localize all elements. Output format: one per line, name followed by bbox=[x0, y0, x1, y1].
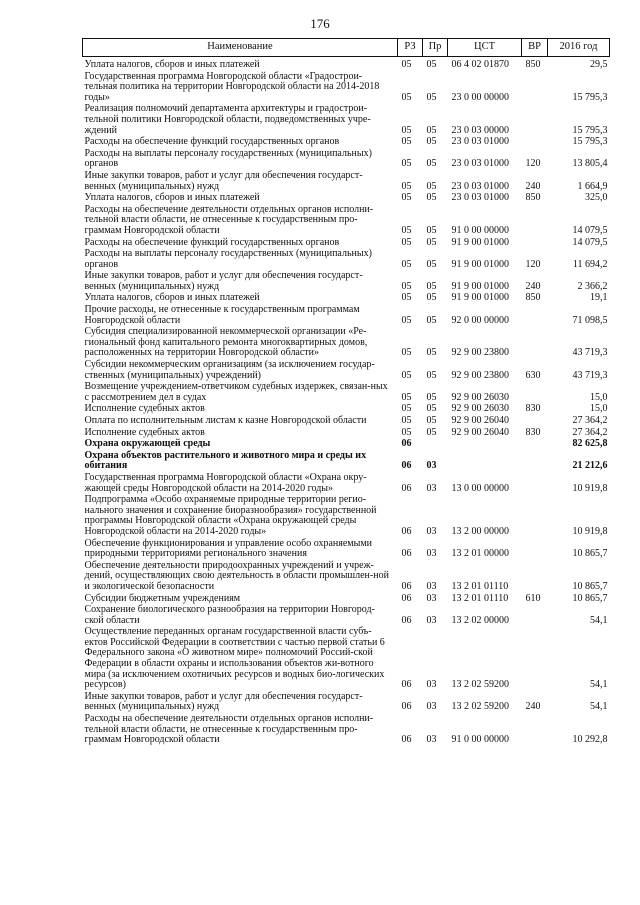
row-vr bbox=[522, 305, 548, 327]
header-pr: Пр bbox=[423, 39, 448, 57]
row-amount: 1 664,9 bbox=[577, 180, 608, 192]
row-name: Прочие расходы, не отнесенные к государственным программам Новгородской области bbox=[84, 304, 360, 326]
row-vr bbox=[522, 561, 548, 594]
row-name: Расходы на выплаты персоналу государственных (муниципальных) органов bbox=[84, 147, 372, 170]
row-pr: 03 bbox=[426, 580, 437, 592]
row-amount: 10 865,7 bbox=[572, 580, 608, 592]
row-cst: 91 9 00 01000 bbox=[451, 280, 509, 292]
row-vr: 240 bbox=[525, 280, 541, 292]
row-cst: 23 0 03 01000 bbox=[451, 180, 509, 192]
row-amount: 10 919,8 bbox=[572, 525, 608, 537]
row-rz: 05 bbox=[401, 292, 412, 304]
row-amount: 15,0 bbox=[590, 403, 608, 415]
row-cst: 91 9 00 01000 bbox=[451, 258, 509, 270]
row-name: Обеспечение функционирования и управление особо охраняемыми природными территориями регионального значения bbox=[84, 537, 373, 560]
table-row bbox=[83, 539, 610, 561]
header-name: Наименование bbox=[83, 39, 398, 57]
table-row bbox=[83, 416, 610, 428]
row-amount: 27 364,2 bbox=[572, 426, 608, 438]
table-row bbox=[83, 360, 610, 382]
row-cst: 06 4 02 01870 bbox=[451, 59, 509, 70]
row-rz: 05 bbox=[401, 180, 412, 192]
row-pr: 03 bbox=[426, 614, 437, 626]
row-name: Осуществление переданных органам государственной власти субъ-ектов Российской Федерации в соответствии с частью первой статьи 6 Федерального закона «О животном мире» полномочий Россий-ской Федерации в области охраны и использования объектов жи-вотного мира (за исключением охотничьих ресурсов и водных био-логических ресурсов) bbox=[84, 626, 385, 691]
row-cst: 13 0 00 00000 bbox=[451, 482, 509, 494]
table-header-row bbox=[83, 39, 610, 57]
row-cst: 91 0 00 00000 bbox=[451, 734, 509, 746]
row-vr bbox=[522, 416, 548, 428]
row-rz: 06 bbox=[401, 482, 412, 494]
row-amount: 14 079,5 bbox=[572, 236, 608, 248]
row-vr: 120 bbox=[525, 258, 541, 270]
row-amount: 82 625,8 bbox=[572, 438, 608, 450]
row-rz: 06 bbox=[401, 614, 412, 626]
row-name: Охрана объектов растительного и животного мира и среды их обитания bbox=[84, 449, 367, 472]
row-vr bbox=[522, 205, 548, 238]
table-row bbox=[83, 271, 610, 293]
row-vr bbox=[522, 714, 548, 747]
row-pr: 03 bbox=[426, 592, 437, 604]
row-vr: 240 bbox=[525, 701, 541, 713]
row-pr: 03 bbox=[426, 525, 437, 537]
row-name: Расходы на обеспечение функций государственных органов bbox=[84, 136, 340, 148]
row-vr: 850 bbox=[525, 292, 541, 304]
row-rz: 05 bbox=[401, 426, 412, 438]
row-name: Расходы на обеспечение деятельности отдельных органов исполни-тельной власти области, не отнесенные к государственным про-граммам Новгородской области bbox=[84, 203, 374, 236]
row-amount: 43 719,3 bbox=[572, 369, 608, 381]
row-vr bbox=[522, 238, 548, 250]
row-amount: 10 865,7 bbox=[572, 548, 608, 560]
table-row bbox=[83, 205, 610, 238]
table-row bbox=[83, 149, 610, 171]
row-pr: 03 bbox=[426, 734, 437, 746]
row-cst: 13 2 00 00000 bbox=[451, 525, 509, 537]
row-cst: 91 9 00 01000 bbox=[451, 236, 509, 248]
row-rz: 06 bbox=[401, 701, 412, 713]
row-cst: 13 2 02 59200 bbox=[451, 679, 509, 691]
table-row bbox=[83, 171, 610, 193]
row-vr: 830 bbox=[525, 426, 541, 438]
row-amount: 54,1 bbox=[590, 614, 608, 626]
table-row bbox=[83, 72, 610, 105]
row-name: Уплата налогов, сборов и иных платежей bbox=[84, 192, 260, 204]
table-row bbox=[83, 57, 610, 72]
row-rz: 05 bbox=[401, 59, 412, 70]
row-rz: 06 bbox=[401, 460, 412, 472]
table-row bbox=[83, 627, 610, 692]
row-amount: 325,0 bbox=[585, 192, 608, 204]
row-name: Государственная программа Новгородской области «Охрана окру-жающей среды Новгородской области на 2014-2020 годы» bbox=[84, 471, 367, 494]
row-cst: 13 2 02 00000 bbox=[451, 614, 509, 626]
row-rz: 06 bbox=[401, 679, 412, 691]
row-name: Подпрограмма «Особо охраняемые природные территории регио-нального значения и сохранение биоразнообразия» государственной программы Новгородской области «Охрана окружающей среды Новгородской области на 2014-2020 годы» bbox=[84, 494, 377, 537]
row-rz: 06 bbox=[401, 548, 412, 560]
header-vr: ВР bbox=[522, 39, 548, 57]
table-row bbox=[83, 193, 610, 205]
row-pr: 05 bbox=[426, 59, 437, 70]
row-pr: 05 bbox=[426, 280, 437, 292]
row-vr bbox=[522, 627, 548, 692]
row-amount: 71 098,5 bbox=[572, 314, 608, 326]
row-amount: 11 694,2 bbox=[572, 258, 608, 270]
row-cst: 92 9 00 26030 bbox=[451, 403, 509, 415]
row-cst: 92 9 00 26040 bbox=[451, 426, 509, 438]
row-rz: 05 bbox=[401, 369, 412, 381]
row-vr bbox=[522, 327, 548, 360]
row-cst: 92 9 00 23800 bbox=[451, 369, 509, 381]
row-name: Уплата налогов, сборов и иных платежей bbox=[84, 59, 260, 70]
row-amount: 29,5 bbox=[590, 59, 608, 70]
row-name: Реализация полномочий департамента архитектуры и градострои-тельной политики Новгородской области, подведомственных учре-ждений bbox=[84, 103, 371, 136]
row-vr bbox=[522, 451, 548, 473]
row-amount: 14 079,5 bbox=[572, 224, 608, 236]
row-vr bbox=[522, 473, 548, 495]
row-cst: 92 9 00 26030 bbox=[451, 391, 509, 403]
row-vr bbox=[522, 495, 548, 538]
row-pr: 03 bbox=[426, 679, 437, 691]
table-row bbox=[83, 605, 610, 627]
row-pr: 03 bbox=[426, 548, 437, 560]
row-cst: 23 0 03 01000 bbox=[451, 192, 509, 204]
row-rz: 05 bbox=[401, 236, 412, 248]
row-name: Субсидия специализированной некоммерческой организации «Ре-гиональный фонд капитального ремонта многоквартирных домов, расположенных на территории Новгородской области» bbox=[84, 326, 368, 359]
row-name: Расходы на выплаты персоналу государственных (муниципальных) органов bbox=[84, 248, 372, 270]
table-row bbox=[83, 104, 610, 137]
row-rz: 05 bbox=[401, 91, 412, 103]
row-amount: 43 719,3 bbox=[572, 347, 608, 359]
row-amount: 27 364,2 bbox=[572, 415, 608, 426]
row-cst: 23 0 03 00000 bbox=[451, 124, 509, 136]
row-amount: 2 366,2 bbox=[577, 280, 608, 292]
row-vr bbox=[522, 382, 548, 404]
row-amount: 13 805,4 bbox=[572, 158, 608, 170]
table-row bbox=[83, 692, 610, 714]
row-name: Иные закупки товаров, работ и услуг для обеспечения государст-венных (муниципальных) нужд bbox=[84, 270, 363, 292]
row-pr: 05 bbox=[426, 391, 437, 403]
header-cst: ЦСТ bbox=[448, 39, 522, 57]
row-name: Уплата налогов, сборов и иных платежей bbox=[84, 292, 260, 304]
row-amount: 15 795,3 bbox=[572, 136, 608, 148]
row-amount: 21 212,6 bbox=[572, 460, 608, 472]
row-rz: 05 bbox=[401, 192, 412, 204]
row-rz: 05 bbox=[401, 124, 412, 136]
row-name: Расходы на обеспечение деятельности отдельных органов исполни-тельной власти области, не отнесенные к государственным про-граммам Новгородской области bbox=[84, 713, 374, 746]
table-row bbox=[83, 305, 610, 327]
row-vr: 120 bbox=[525, 158, 541, 170]
row-cst: 92 0 00 00000 bbox=[451, 314, 509, 326]
table-row bbox=[83, 451, 610, 473]
row-vr bbox=[522, 104, 548, 137]
row-name: Охрана окружающей среды bbox=[84, 438, 211, 450]
row-cst: 91 0 00 00000 bbox=[451, 224, 509, 236]
row-pr: 05 bbox=[426, 236, 437, 248]
row-vr: 610 bbox=[525, 592, 541, 604]
table-row bbox=[83, 137, 610, 149]
header-year: 2016 год bbox=[548, 39, 610, 57]
row-rz: 06 bbox=[401, 592, 412, 604]
row-rz: 06 bbox=[401, 525, 412, 537]
row-pr: 05 bbox=[426, 415, 437, 426]
page-number: 176 bbox=[310, 16, 330, 31]
row-pr: 05 bbox=[426, 158, 437, 170]
row-cst bbox=[448, 439, 522, 451]
row-rz: 06 bbox=[401, 580, 412, 592]
row-rz: 05 bbox=[401, 403, 412, 415]
row-amount: 54,1 bbox=[590, 701, 608, 713]
row-rz: 05 bbox=[401, 136, 412, 148]
row-vr: 830 bbox=[525, 403, 541, 415]
row-amount: 10 865,7 bbox=[572, 592, 608, 604]
row-name: Государственная программа Новгородской области «Градострои-тельная политика на территории Новгородской области на 2014-2018 годы» bbox=[84, 70, 380, 103]
row-cst: 13 2 01 01110 bbox=[451, 580, 509, 592]
row-name: Обеспечение деятельности природоохранных учреждений и учреж-дений, осуществляющих свою деятельность в области промышлен-ной и экологической безопасности bbox=[84, 559, 389, 592]
row-pr: 05 bbox=[426, 403, 437, 415]
row-cst: 13 2 02 59200 bbox=[451, 701, 509, 713]
row-vr bbox=[522, 439, 548, 451]
row-vr bbox=[522, 72, 548, 105]
row-rz: 06 bbox=[401, 734, 412, 746]
header-rz: РЗ bbox=[398, 39, 423, 57]
table-row bbox=[83, 495, 610, 538]
row-cst: 91 9 00 01000 bbox=[451, 292, 509, 304]
row-amount: 10 292,8 bbox=[572, 734, 608, 746]
row-vr bbox=[522, 539, 548, 561]
row-pr: 05 bbox=[426, 192, 437, 204]
row-amount: 15 795,3 bbox=[572, 124, 608, 136]
row-vr: 850 bbox=[525, 192, 541, 204]
row-name: Исполнение судебных актов bbox=[84, 403, 205, 415]
row-pr: 05 bbox=[426, 136, 437, 148]
row-rz: 05 bbox=[401, 224, 412, 236]
row-vr bbox=[522, 605, 548, 627]
table-row bbox=[83, 473, 610, 495]
row-cst bbox=[448, 451, 522, 473]
row-pr: 05 bbox=[426, 314, 437, 326]
row-vr: 240 bbox=[525, 180, 541, 192]
table-row bbox=[83, 714, 610, 747]
row-pr bbox=[423, 439, 448, 451]
row-pr: 05 bbox=[426, 426, 437, 438]
table-row bbox=[83, 382, 610, 404]
row-name: Оплата по исполнительным листам к казне Новгородской области bbox=[84, 415, 367, 426]
row-name: Субсидии некоммерческим организациям (за исключением государ-ственных (муниципальных) учреждений) bbox=[84, 359, 375, 381]
table-row bbox=[83, 249, 610, 271]
row-pr: 05 bbox=[426, 369, 437, 381]
row-cst: 13 2 01 00000 bbox=[451, 548, 509, 560]
table-row bbox=[83, 327, 610, 360]
row-rz: 05 bbox=[401, 158, 412, 170]
row-amount: 10 919,8 bbox=[572, 482, 608, 494]
row-name: Исполнение судебных актов bbox=[84, 426, 205, 438]
row-name: Субсидии бюджетным учреждениям bbox=[84, 592, 241, 604]
row-cst: 13 2 01 01110 bbox=[451, 592, 509, 604]
row-pr: 05 bbox=[426, 292, 437, 304]
row-cst: 23 0 03 01000 bbox=[451, 136, 509, 148]
row-name: Иные закупки товаров, работ и услуг для обеспечения государст-венных (муниципальных) нужд bbox=[84, 690, 363, 713]
row-pr: 03 bbox=[426, 482, 437, 494]
row-vr: 850 bbox=[525, 59, 541, 70]
row-pr: 03 bbox=[426, 460, 437, 472]
row-pr: 05 bbox=[426, 224, 437, 236]
row-cst: 23 0 03 01000 bbox=[451, 158, 509, 170]
row-pr: 03 bbox=[426, 701, 437, 713]
row-vr: 630 bbox=[525, 369, 541, 381]
row-cst: 92 9 00 23800 bbox=[451, 347, 509, 359]
row-pr: 05 bbox=[426, 180, 437, 192]
row-amount: 54,1 bbox=[590, 679, 608, 691]
row-name: Иные закупки товаров, работ и услуг для обеспечения государст-венных (муниципальных) нужд bbox=[84, 169, 363, 192]
row-rz: 05 bbox=[401, 415, 412, 426]
row-rz: 05 bbox=[401, 258, 412, 270]
row-cst: 92 9 00 26040 bbox=[451, 415, 509, 426]
row-amount: 15 795,3 bbox=[572, 91, 608, 103]
row-amount: 15,0 bbox=[590, 391, 608, 403]
budget-table bbox=[82, 38, 610, 747]
row-pr: 05 bbox=[426, 258, 437, 270]
row-rz: 06 bbox=[401, 438, 412, 450]
row-rz: 05 bbox=[401, 391, 412, 403]
row-name: Расходы на обеспечение функций государственных органов bbox=[84, 236, 340, 248]
row-pr: 05 bbox=[426, 91, 437, 103]
row-amount: 19,1 bbox=[590, 292, 608, 304]
row-rz: 05 bbox=[401, 314, 412, 326]
row-name: Возмещение учреждением-ответчиком судебных издержек, связан-ных с рассмотрением дел в судах bbox=[84, 381, 388, 403]
row-rz: 05 bbox=[401, 280, 412, 292]
table-row bbox=[83, 561, 610, 594]
row-cst: 23 0 00 00000 bbox=[451, 91, 509, 103]
row-pr: 05 bbox=[426, 124, 437, 136]
row-name: Сохранение биологического разнообразия на территории Новгород-ской области bbox=[84, 604, 375, 626]
row-rz: 05 bbox=[401, 347, 412, 359]
table-body bbox=[83, 57, 610, 747]
row-vr bbox=[522, 137, 548, 149]
row-pr: 05 bbox=[426, 347, 437, 359]
